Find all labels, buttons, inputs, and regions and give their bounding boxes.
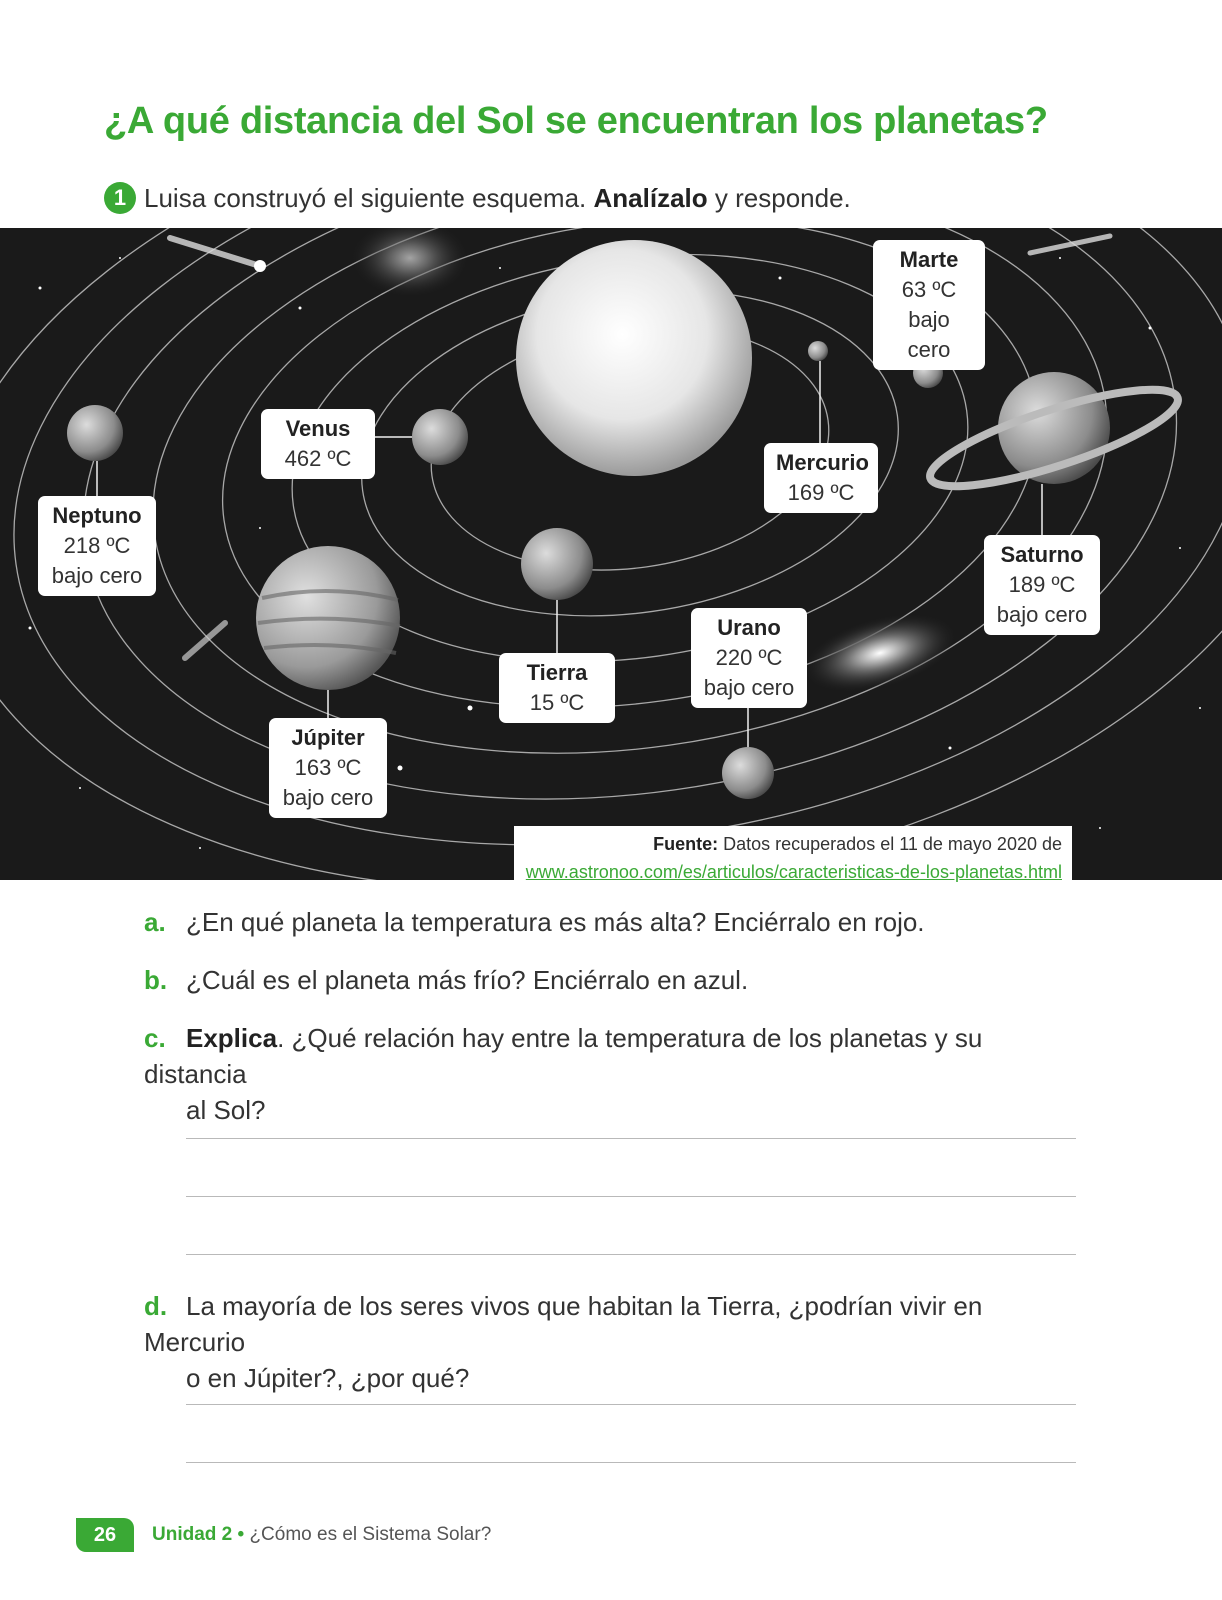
planet-name-urano: Urano <box>717 615 781 640</box>
planet-temp-venus: 462 ºC <box>284 446 352 471</box>
question-c-letter: c. <box>144 1023 166 1053</box>
label-mercurio <box>764 443 878 513</box>
planet-name-venus: Venus <box>285 416 351 441</box>
source-text: Datos recuperados el 11 de mayo 2020 de <box>723 834 1062 854</box>
planet-temp-urano: 220 ºC <box>715 645 783 670</box>
planet-temp-mercurio: 169 ºC <box>787 480 855 505</box>
answer-line-d-1[interactable] <box>186 1404 1076 1405</box>
question-d-letter: d. <box>144 1291 168 1321</box>
planet-extra-neptuno: bajo cero <box>51 563 143 588</box>
source-link[interactable]: www.astronoo.com/es/articulos/caracteristicas-de-los-planetas.html <box>525 862 1062 882</box>
source-citation <box>514 826 1072 886</box>
planet-temp-marte: 63 ºC <box>901 277 957 302</box>
planet-name-saturno: Saturno <box>1000 542 1084 567</box>
planet-temp-tierra: 15 ºC <box>529 690 585 715</box>
question-c-text1: . ¿Qué relación hay entre la temperatura de los planetas y su distancia <box>144 1023 983 1089</box>
planet-name-marte: Marte <box>899 247 959 272</box>
page-footer <box>76 1518 491 1552</box>
activity-number-badge: 1 <box>104 182 136 214</box>
planet-temp-jupiter: 163 ºC <box>294 755 362 780</box>
question-b-text: ¿Cuál es el planeta más frío? Enciérralo en azul. <box>186 965 749 995</box>
question-b <box>144 962 1084 998</box>
planet-extra-jupiter: bajo cero <box>282 785 374 810</box>
answer-line-d-2[interactable] <box>186 1462 1076 1463</box>
label-urano <box>691 608 807 708</box>
page-number: 26 <box>76 1518 134 1552</box>
activity-instruction <box>104 182 851 214</box>
unit-bullet: • <box>237 1524 245 1545</box>
unit-subtitle: ¿Cómo es el Sistema Solar? <box>249 1524 492 1545</box>
activity-text-bold: Analízalo <box>593 182 708 213</box>
label-jupiter <box>269 718 387 818</box>
solar-system-illustration <box>0 228 1222 880</box>
source-label: Fuente: <box>653 834 719 854</box>
label-saturno <box>984 535 1100 635</box>
question-a <box>144 904 1084 940</box>
planet-name-jupiter: Júpiter <box>291 725 365 750</box>
unit-title <box>152 1524 491 1546</box>
question-c-text2: al Sol? <box>186 1095 266 1125</box>
planet-extra-urano: bajo cero <box>703 675 795 700</box>
question-a-text: ¿En qué planeta la temperatura es más alta? Enciérralo en rojo. <box>186 907 925 937</box>
question-c-bold: Explica <box>186 1023 278 1053</box>
label-tierra <box>499 653 615 723</box>
planet-temp-saturno: 189 ºC <box>1008 572 1076 597</box>
question-b-letter: b. <box>144 965 168 995</box>
activity-text-after: y responde. <box>714 182 851 213</box>
question-d-text2: o en Júpiter?, ¿por qué? <box>186 1363 470 1393</box>
answer-line-c-3[interactable] <box>186 1254 1076 1255</box>
answer-line-c-2[interactable] <box>186 1196 1076 1197</box>
answer-line-c-1[interactable] <box>186 1138 1076 1139</box>
activity-text-before: Luisa construyó el siguiente esquema. <box>144 182 587 213</box>
question-d <box>144 1288 1084 1396</box>
label-neptuno <box>38 496 156 596</box>
question-d-text1: La mayoría de los seres vivos que habitan la Tierra, ¿podrían vivir en Mercurio <box>144 1291 983 1357</box>
planet-name-mercurio: Mercurio <box>776 450 869 475</box>
label-venus <box>261 409 375 479</box>
unit-label: Unidad 2 <box>152 1524 233 1545</box>
question-c <box>144 1020 1084 1128</box>
planet-extra-saturno: bajo cero <box>996 602 1088 627</box>
page-title: ¿A qué distancia del Sol se encuentran los planetas? <box>104 100 1048 142</box>
planet-name-tierra: Tierra <box>526 660 588 685</box>
planet-name-neptuno: Neptuno <box>52 503 142 528</box>
planet-extra-marte: bajo cero <box>907 307 951 362</box>
question-a-letter: a. <box>144 907 166 937</box>
planet-temp-neptuno: 218 ºC <box>63 533 131 558</box>
label-marte <box>873 240 985 370</box>
